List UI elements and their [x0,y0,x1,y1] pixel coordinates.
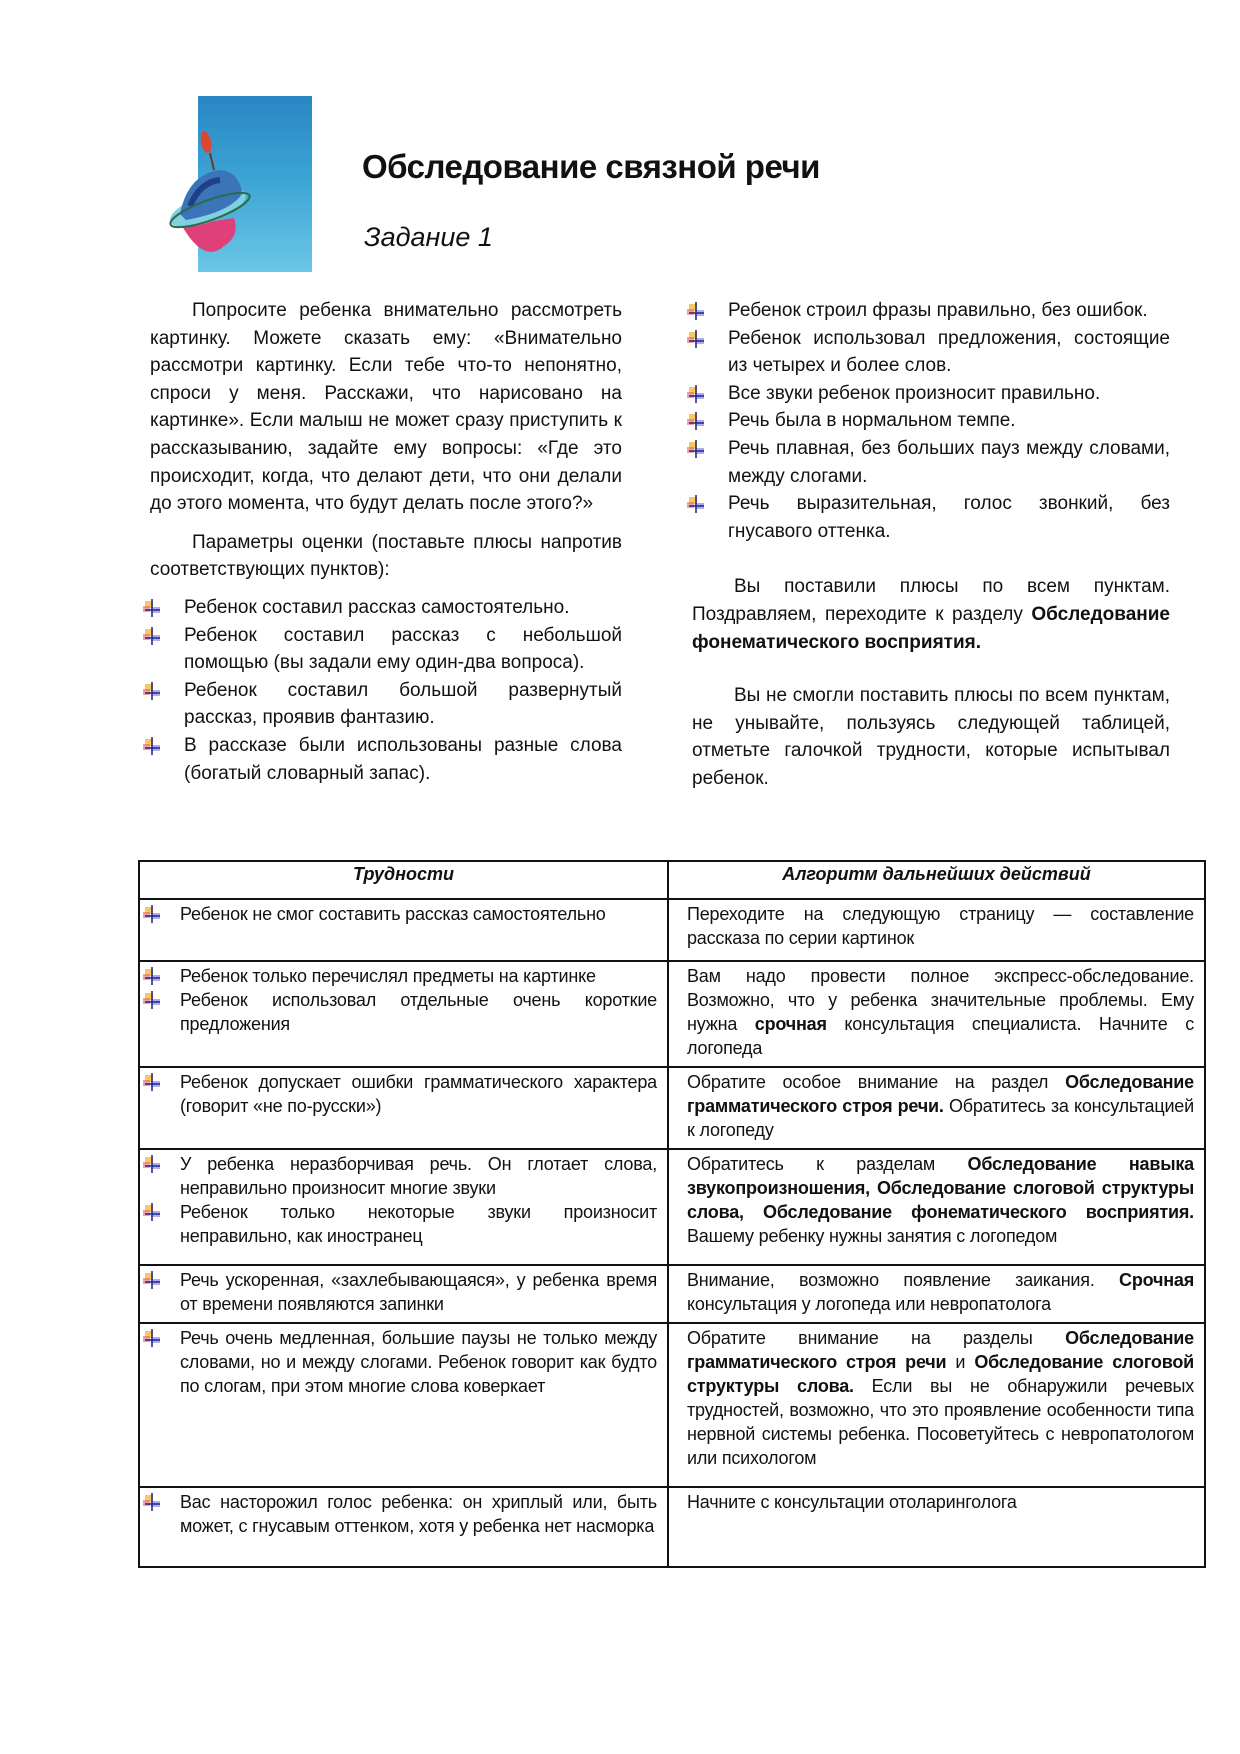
plus-marker-icon [142,904,162,924]
spinning-top-icon [160,96,312,274]
plus-marker-icon [686,329,706,349]
action-cell [668,1067,1205,1149]
table-body [139,899,1205,1567]
page-title: Обследование связной речи [362,148,820,185]
difficulty-item: Речь ускоренная, «захлебывающаяся», у ребенка время от времени появляются запинки [150,1268,657,1316]
action-segment: консультация у логопеда или невропатолога [687,1294,1051,1314]
action-segment: Внимание, возможно появление заикания. [687,1270,1120,1290]
table-row [139,1323,1205,1487]
action-cell [668,961,1205,1067]
action-segment: Обратитесь за консультацией к логопеду [687,1096,1194,1140]
column-header-actions: Алгоритм дальнейших действий [668,861,1205,899]
criteria-item: Ребенок составил рассказ с небольшой помощью (вы задали ему один-два вопроса). [148,622,622,677]
section-reference: Обследование фонематического восприятия. [692,603,1170,653]
difficulty-item: Ребенок только перечислял предметы на картинке [150,964,657,988]
difficulty-item: Ребенок не смог составить рассказ самостоятельно [150,902,657,926]
table-row [139,899,1205,961]
action-cell [668,899,1205,961]
criteria-item: Речь выразительная, голос звонкий, без гнусавого оттенка. [692,490,1170,545]
action-text [687,1152,1194,1248]
plus-marker-icon [142,1492,162,1512]
plus-marker-icon [142,1154,162,1174]
difficulty-item: У ребенка неразборчивая речь. Он глотает слова, неправильно произносит многие звуки [150,1152,657,1200]
action-segment: Обратитесь к разделам [687,1154,968,1174]
section-reference: Обследование навыка звукопроизношения, Обследование слоговой структуры слова, Обследование фонематического восприятия. [687,1154,1194,1222]
plus-marker-icon [142,1202,162,1222]
plus-marker-icon [686,411,706,431]
action-text [687,1326,1194,1470]
action-segment: консультация специалиста. Начните с логопеда [687,1014,1194,1058]
table-row [139,1487,1205,1567]
action-cell [668,1149,1205,1265]
action-segment: Переходите на следующую страницу — составление рассказа по серии картинок [687,904,1194,948]
difficulty-cell [139,1149,668,1265]
criteria-item: Речь плавная, без больших пауз между словами, между слогами. [692,435,1170,490]
criteria-item: Ребенок использовал предложения, состоящие из четырех и более слов. [692,325,1170,380]
difficulty-cell [139,1067,668,1149]
criteria-item: Все звуки ребенок произносит правильно. [692,380,1170,408]
action-segment: Вашему ребенку нужны занятия с логопедом [687,1226,1058,1246]
criteria-item: Речь была в нормальном темпе. [692,407,1170,435]
criteria-list-right [692,297,1170,545]
action-segment: Обратите внимание на разделы [687,1328,1066,1348]
difficulty-item: Ребенок допускает ошибки грамматического характера (говорит «не по-русски») [150,1070,657,1118]
criteria-item: Ребенок составил рассказ самостоятельно. [148,594,622,622]
plus-marker-icon [142,966,162,986]
action-segment: Вам надо провести полное экспресс-обследование. Возможно, что у ребенка значительные проблемы. Ему нужна [687,966,1194,1034]
action-segment: и [946,1352,975,1372]
plus-marker-icon [686,301,706,321]
section-reference: срочная [754,1014,827,1034]
success-paragraph: Вы поставили плюсы по всем пунктам. Поздравляем, переходите к разделу Обследование фонематического восприятия. [692,576,1170,653]
difficulty-item: Ребенок только некоторые звуки произносит неправильно, как иностранец [150,1200,657,1248]
column-header-difficulties: Трудности [139,861,668,899]
plus-marker-icon [142,1270,162,1290]
section-reference: Обследование грамматического строя речи. [687,1072,1194,1116]
action-text [687,1070,1194,1142]
action-cell [668,1487,1205,1567]
action-text [687,1268,1194,1316]
action-cell [668,1265,1205,1323]
action-segment: Если вы не обнаружили речевых трудностей, возможно, что это проявление особенности типа нервной системы ребенка. Посоветуйтесь с невропатологом или психологом [687,1376,1194,1468]
failure-paragraph: Вы не смогли поставить плюсы по всем пунктам, не унывайте, пользуясь следующей таблицей, отметьте галочкой трудности, которые испытывал ребенок. [692,685,1170,789]
criteria-list-left [150,594,622,787]
difficulty-item: Речь очень медленная, большие паузы не только между словами, но и между слогами. Ребенок говорит как будто по слогам, при этом многие слова коверкает [150,1326,657,1398]
criteria-item: Ребенок строил фразы правильно, без ошибок. [692,297,1170,325]
section-reference: Срочная [1119,1270,1194,1290]
plus-marker-icon [142,598,162,618]
plus-marker-icon [142,1328,162,1348]
section-reference: Обследование слоговой структуры слова. [687,1352,1194,1396]
action-text [687,964,1194,1060]
difficulty-cell [139,961,668,1067]
section-reference: Обследование грамматического строя речи [687,1328,1194,1372]
criteria-item: В рассказе были использованы разные слова (богатый словарный запас). [148,732,622,787]
plus-marker-icon [142,1072,162,1092]
table-header-row [139,861,1205,899]
task-subtitle: Задание 1 [364,222,493,252]
plus-marker-icon [142,681,162,701]
criteria-item: Ребенок составил большой развернутый рассказ, проявив фантазию. [148,677,622,732]
action-segment: Начните с консультации отоларинголога [687,1492,1017,1512]
plus-marker-icon [686,439,706,459]
left-column [150,297,622,787]
difficulty-cell [139,1487,668,1567]
criteria-intro: Параметры оценки (поставьте плюсы напротив соответствующих пунктов): [150,531,622,581]
table-row [139,1265,1205,1323]
intro-paragraph: Попросите ребенка внимательно рассмотреть картинку. Можете сказать ему: «Внимательно рассмотри картинку. Если тебе что-то непонятно, спроси у меня. Расскажи, что нарисовано на картинке». Если малыш не может сразу приступить к рассказыванию, задайте ему вопросы: «Где это происходит, когда, что делают дети, что они делали до этого момента, что будут делать после этого?» [150,300,622,515]
right-column [692,297,1170,793]
action-cell [668,1323,1205,1487]
difficulties-table [138,860,1206,1568]
table-row [139,1067,1205,1149]
difficulty-item: Вас насторожил голос ребенка: он хриплый или, быть может, с гнусавым оттенком, хотя у ребенка нет насморка [150,1490,657,1538]
spinning-top-illustration [160,96,312,274]
plus-marker-icon [142,736,162,756]
difficulty-cell [139,1265,668,1323]
plus-marker-icon [142,990,162,1010]
action-text [687,1490,1194,1514]
plus-marker-icon [142,626,162,646]
action-segment: Обратите особое внимание на раздел [687,1072,1066,1092]
action-text [687,902,1194,950]
plus-marker-icon [686,494,706,514]
difficulty-cell [139,1323,668,1487]
table-row [139,1149,1205,1265]
difficulty-item: Ребенок использовал отдельные очень короткие предложения [150,988,657,1036]
difficulty-cell [139,899,668,961]
table-row [139,961,1205,1067]
plus-marker-icon [686,384,706,404]
